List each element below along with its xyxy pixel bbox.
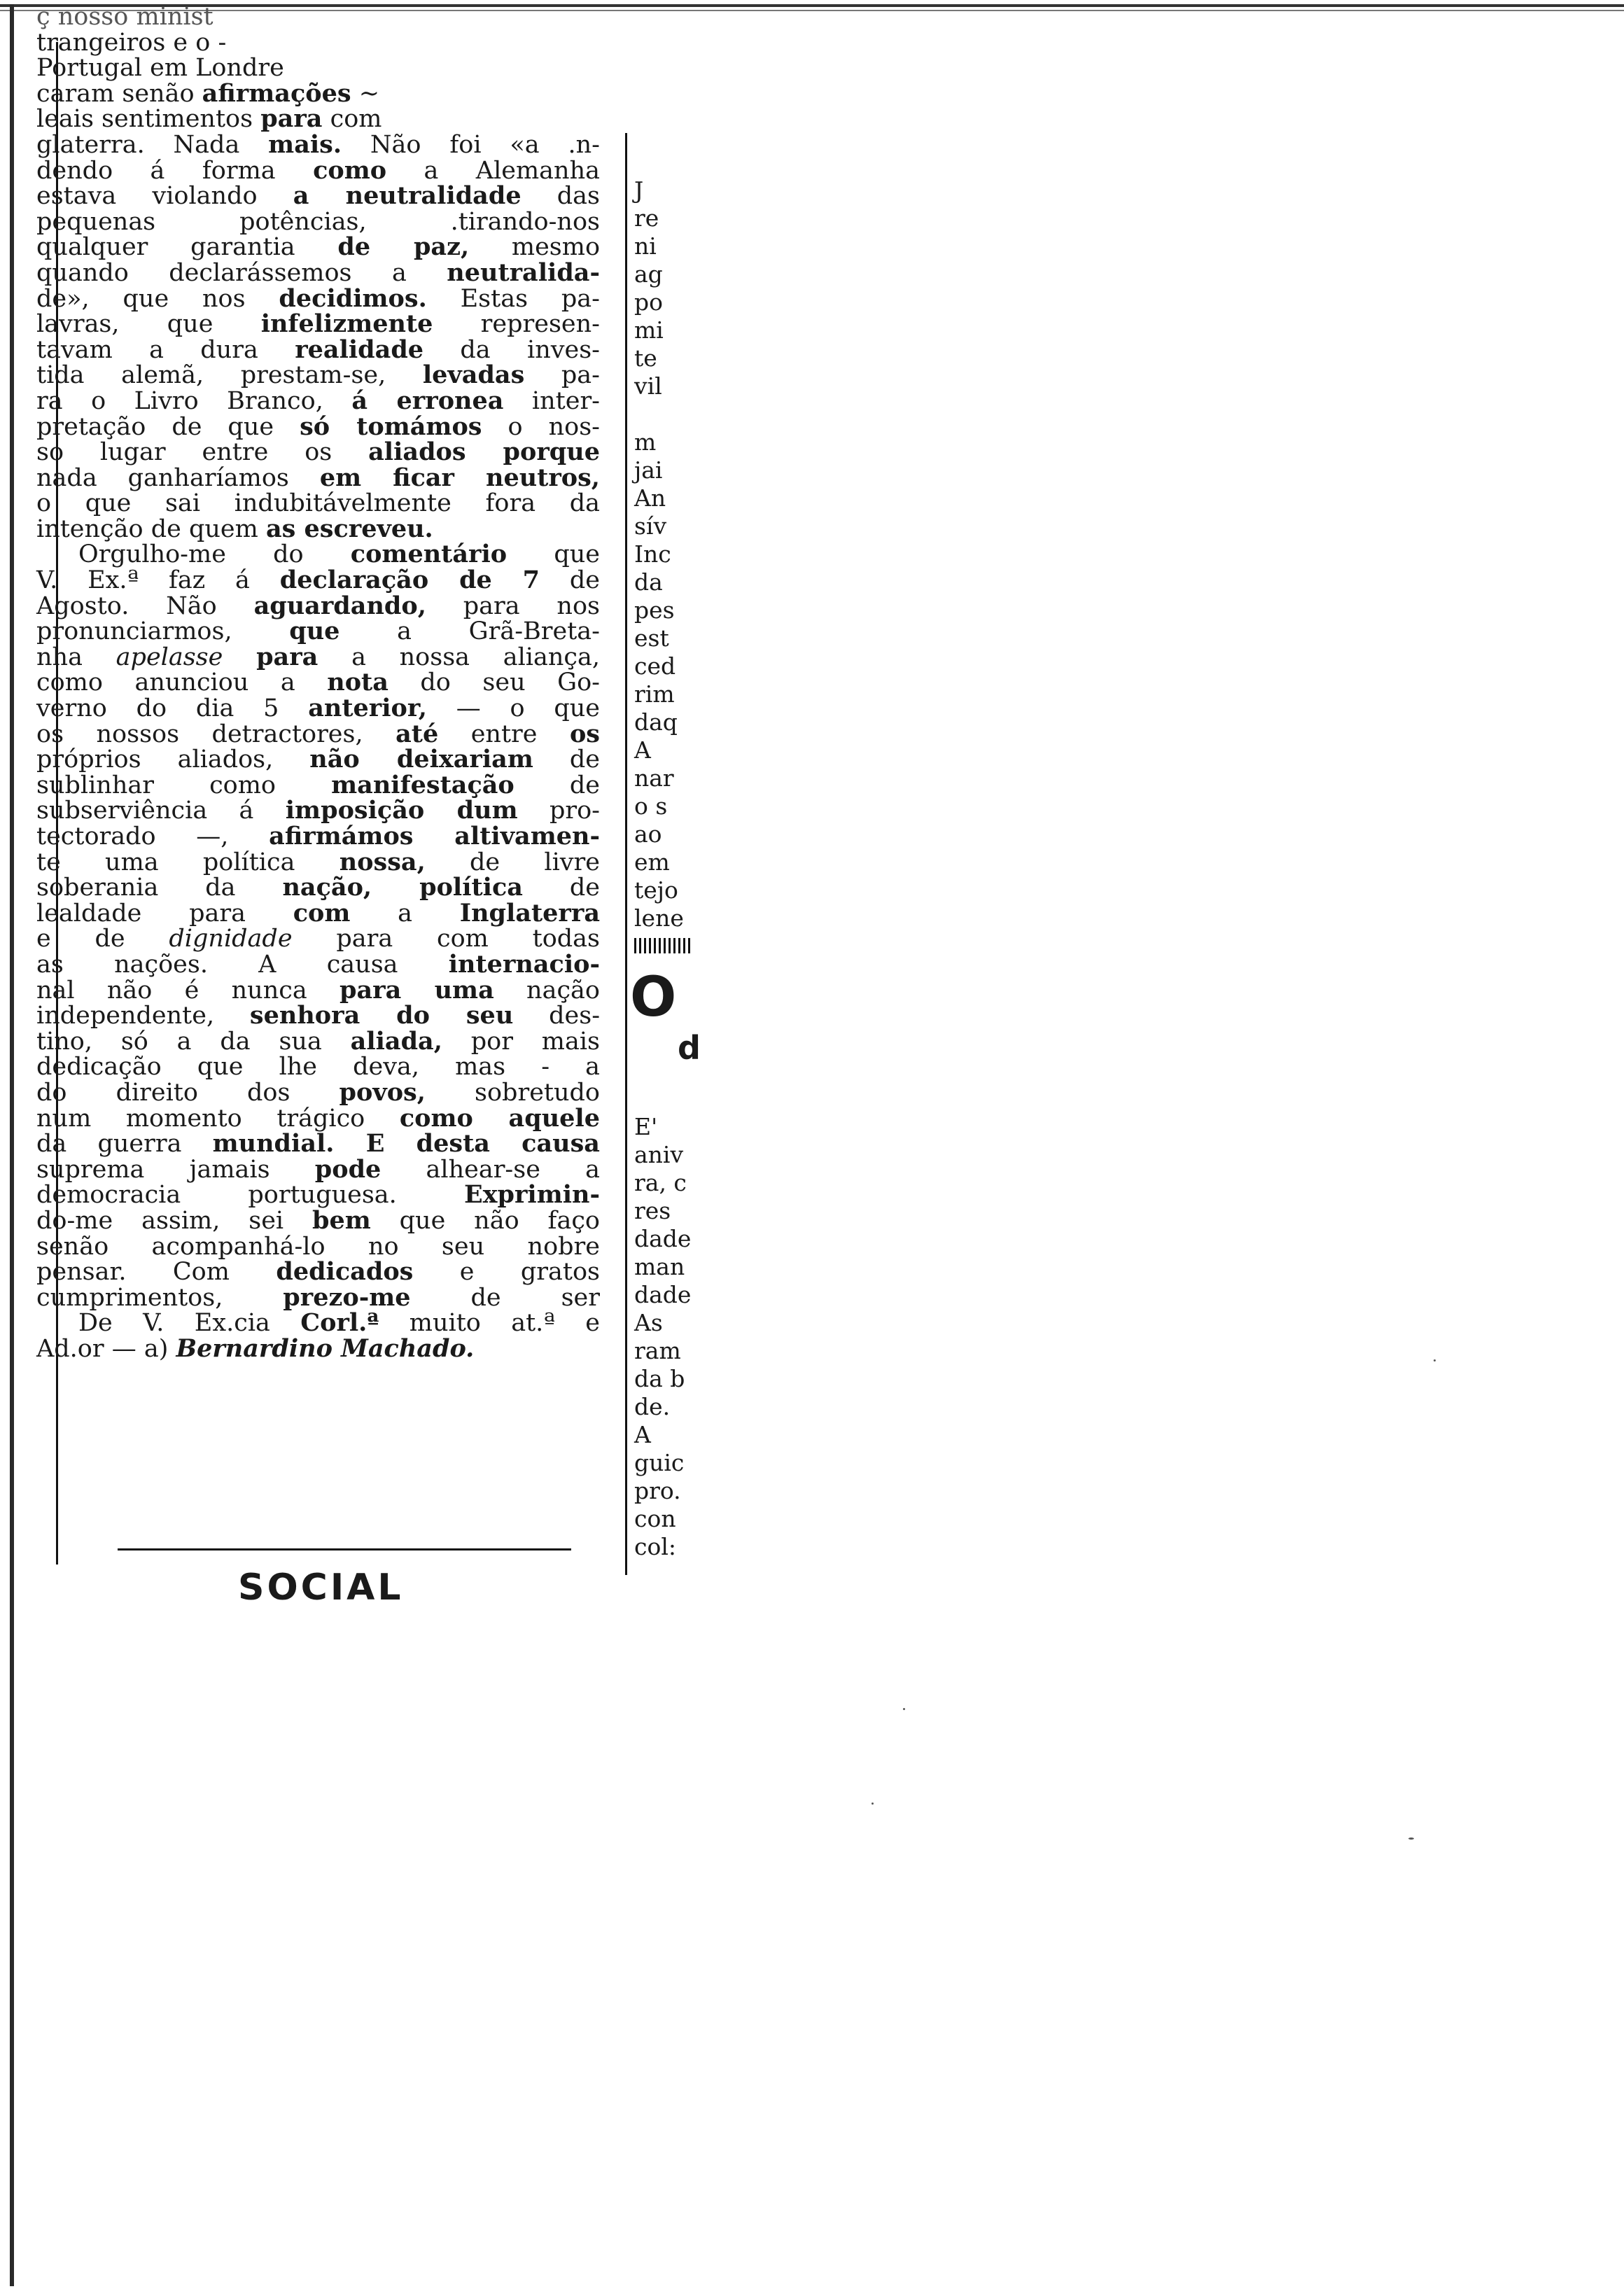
scan-speck	[903, 1708, 905, 1710]
adjacent-column-fragment: rim	[634, 680, 675, 708]
article-line: sublinhar como manifestação de	[36, 770, 600, 799]
article-line: senão acompanhá-lo no seu nobre	[36, 1232, 600, 1261]
adjacent-column-fragment: res	[634, 1197, 671, 1224]
article-line: cumprimentos, prezo-me de ser	[36, 1282, 600, 1312]
article-line: do-me assim, sei bem que não faço	[36, 1205, 601, 1235]
adjacent-subheadline-letter: d	[678, 1029, 701, 1067]
article-line: democracia portuguesa. Exprimin-	[36, 1180, 600, 1210]
adjacent-column-fragment: A	[634, 1421, 651, 1448]
adjacent-headline-letter: O	[630, 966, 677, 1029]
adjacent-column-fragment: re	[634, 204, 659, 232]
adjacent-column-fragment: vil	[634, 372, 662, 400]
adjacent-rule-hatching	[634, 938, 692, 953]
scan-speck	[872, 1802, 874, 1805]
column-right-rule	[625, 133, 627, 1575]
adjacent-column-fragment: E'	[634, 1113, 658, 1140]
article-line: qualquer garantia de paz, mesmo	[36, 232, 601, 262]
adjacent-column-fragment: As	[634, 1309, 663, 1336]
article-line: ç nosso minist	[36, 3, 214, 31]
article-line: pensar. Com dedicados e gratos	[36, 1257, 600, 1287]
adjacent-column-fragment: ra, c	[634, 1169, 687, 1196]
article-line: lavras, que infelizmente represen-	[36, 309, 600, 339]
cut-section-heading	[238, 1562, 427, 1609]
article-line: lealdade para com a Inglaterra	[36, 898, 600, 927]
adjacent-column-fragment: dade	[634, 1225, 692, 1252]
article-line: os nossos detractores, até entre os	[36, 719, 601, 748]
adjacent-column-fragment: mi	[634, 316, 664, 344]
article-line: tida alemã, prestam-se, levadas pa-	[36, 360, 600, 390]
adjacent-column-fragment: con	[634, 1505, 676, 1532]
adjacent-column-fragment: daq	[634, 708, 678, 736]
article-line: soberania da nação, política de	[36, 873, 600, 902]
adjacent-column-fragment: nar	[634, 764, 674, 792]
scan-speck	[1408, 1837, 1414, 1840]
article-line: tectorado —, afirmámos altivamen-	[36, 822, 600, 850]
article-line: verno do dia 5 anterior, — o que	[36, 694, 601, 723]
article-line: independente, senhora do seu des-	[36, 1001, 601, 1030]
adjacent-column-fragment: ni	[634, 232, 657, 260]
article-line: o que sai indubitávelmente fora da	[36, 489, 600, 518]
adjacent-column-fragment: da b	[634, 1365, 685, 1392]
adjacent-column-fragment	[634, 400, 697, 428]
adjacent-column-fragment: A	[634, 736, 651, 764]
scan-edge-left	[10, 4, 14, 2286]
article-line: te uma política nossa, de livre	[36, 847, 600, 876]
article-line: leais sentimentos para com	[36, 104, 382, 134]
adjacent-column-fragment: dade	[634, 1281, 692, 1308]
article-line: Agosto. Não aguardando, para nos	[36, 591, 600, 620]
adjacent-column-fragment: man	[634, 1253, 685, 1280]
article-line: nha apelasse para a nossa aliança,	[36, 642, 601, 671]
article-line: nal não é nunca para uma nação	[36, 975, 600, 1004]
article-line: intenção de quem as escreveu.	[36, 514, 433, 543]
article-line: tavam a dura realidade da inves-	[36, 335, 601, 364]
adjacent-column-fragment: po	[634, 288, 663, 316]
adjacent-column-fragment-top	[634, 176, 697, 953]
adjacent-column-fragment: est	[634, 624, 669, 652]
article-line: so lugar entre os aliados porque	[36, 438, 600, 467]
article-line: glaterra. Nada mais. Não foi «a .n-	[36, 130, 600, 159]
adjacent-column-fragment: de.	[634, 1393, 671, 1420]
article-line: de», que nos decidimos. Estas pa-	[36, 284, 600, 313]
article-line: suprema jamais pode alhear-se a	[36, 1154, 600, 1184]
adjacent-column-fragment: sív	[634, 512, 667, 540]
article-line: caram senão afirmações ~	[36, 78, 380, 108]
adjacent-column-fragment: An	[634, 484, 666, 512]
adjacent-column-fragment: Inc	[634, 540, 671, 568]
article-line: pronunciarmos, que a Grã-Breta-	[36, 617, 600, 646]
section-heading-text: SOCIAL	[238, 1567, 404, 1609]
letter-article-column	[36, 4, 600, 1362]
article-line: e de dignidade para com todas	[36, 925, 600, 953]
adjacent-column-fragment: m	[634, 428, 657, 456]
adjacent-column-fragment: jai	[634, 456, 663, 484]
adjacent-column-fragment: da	[634, 568, 663, 596]
adjacent-column-fragment: aniv	[634, 1141, 684, 1168]
adjacent-column-fragment: ag	[634, 260, 663, 288]
adjacent-column-fragment: te	[634, 344, 657, 372]
article-line: ra o Livro Branco, á erronea inter-	[36, 386, 601, 415]
scan-speck	[1434, 1359, 1436, 1362]
adjacent-column-fragment: pes	[634, 596, 675, 624]
article-line: da guerra mundial. E desta causa	[36, 1129, 600, 1158]
article-line: dedicação que lhe deva, mas - a	[36, 1053, 600, 1082]
article-line: quando declarássemos a neutralida-	[36, 258, 600, 287]
adjacent-column-fragment: pro.	[634, 1477, 681, 1504]
article-line: pequenas potências, .tirando-nos	[36, 207, 600, 236]
adjacent-column-fragment: tejo	[634, 876, 678, 904]
adjacent-column-fragment: ao	[634, 820, 662, 848]
article-line: nada ganharíamos em ficar neutros,	[36, 463, 600, 492]
article-line: De V. Ex.cia Corl.ª muito at.ª e	[78, 1308, 600, 1338]
adjacent-column-fragment: ced	[634, 652, 676, 680]
adjacent-column-fragment: ram	[634, 1337, 681, 1364]
article-line: estava violando a neutralidade das	[36, 181, 601, 211]
article-line: as nações. A causa internacio-	[36, 949, 600, 979]
adjacent-column-fragment-bottom	[634, 1113, 701, 1561]
adjacent-column-fragment: J	[634, 176, 644, 204]
article-line: tino, só a da sua aliada, por mais	[36, 1026, 600, 1056]
article-line: dendo á forma como a Alemanha	[36, 155, 600, 185]
article-line: num momento trágico como aquele	[36, 1103, 600, 1133]
article-line: Portugal em Londre	[36, 54, 284, 83]
article-line: subserviência á imposição dum pro-	[36, 796, 600, 825]
adjacent-column-fragment: lene	[634, 904, 684, 932]
adjacent-column-fragment: o s	[634, 792, 668, 820]
adjacent-column-fragment: em	[634, 848, 670, 876]
article-line: próprios aliados, não deixariam de	[36, 745, 600, 774]
article-line: trangeiros e o -	[36, 28, 227, 57]
article-end-rule	[118, 1548, 571, 1550]
adjacent-column-fragment: col:	[634, 1533, 677, 1560]
article-line: V. Ex.ª faz á declaração de 7 de	[36, 566, 600, 595]
article-line: pretação de que só tomámos o nos-	[36, 412, 600, 441]
article-line: Orgulho-me do comentário que	[78, 540, 600, 569]
article-line: como anunciou a nota do seu Go-	[36, 668, 600, 697]
article-line: do direito dos povos, sobretudo	[36, 1077, 600, 1107]
article-line: Ad.or — a) Bernardino Machado.	[36, 1334, 475, 1363]
adjacent-column-fragment: guic	[634, 1449, 685, 1476]
